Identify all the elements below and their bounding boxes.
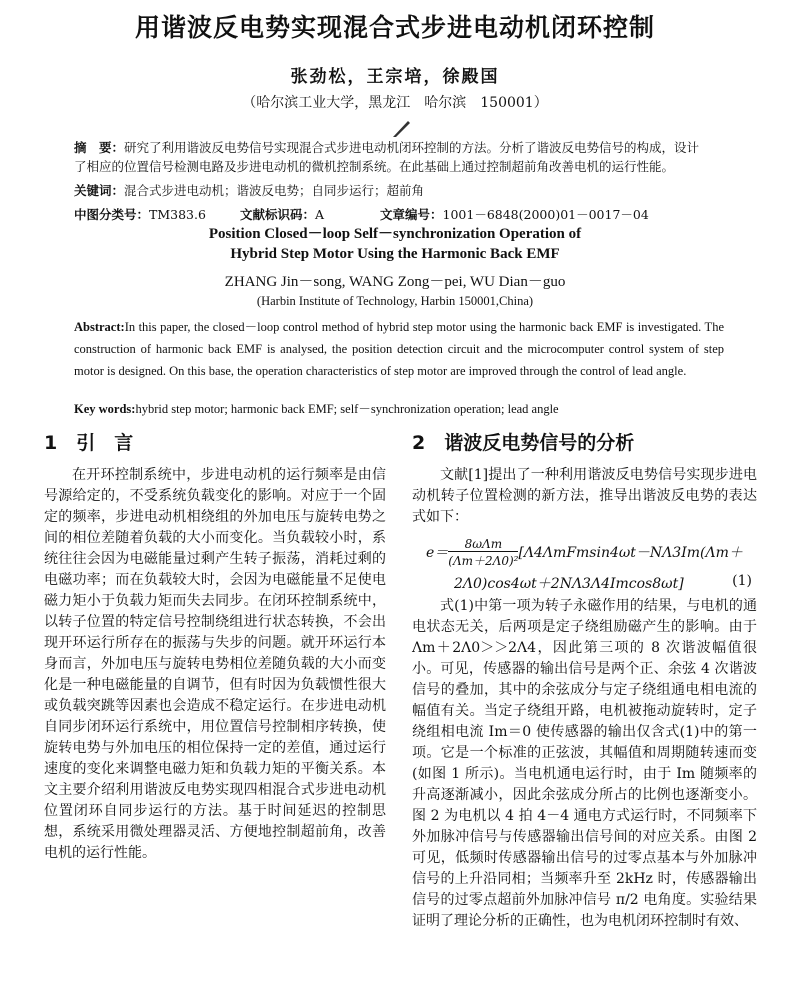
section-2-body (412, 596, 757, 932)
equation-numerator: 8ωΛm (448, 537, 518, 552)
clc-value: TM383.6 (149, 207, 206, 222)
doc-code-value: A (315, 207, 325, 222)
english-title-line2: Hybrid Step Motor Using the Harmonic Back EMF (230, 246, 560, 262)
equation-line2: 2Λ0)cos4ωt＋2NΛ3Λ4Imcos8ωt] (454, 576, 684, 592)
affiliation-en: (Harbin Institute of Technology, Harbin 150001,China) (256, 294, 534, 308)
abstract-cn-label: 摘 要： (74, 140, 125, 155)
authors-cn: 张劲松，王宗培，徐殿国 (290, 67, 500, 87)
section-2-paragraph: 式(1)中第一项为转子永磁作用的结果，与电机的通电状态无关，后两项是定子绕组励磁产生的影响。由于 Λm＋2Λ0＞＞2Λ4，因此第三项的 8 次谐波幅值很小。可见，传感器的输出信号是两个正、余弦 4 次谐波信号的叠加，其中的余弦成分与定子绕组通电相电流的幅值有关。当定子绕组开路，电机被拖动旋转时，定子绕组相电流 Im＝0 使传感器的输出仅含式(1)中的第一项。它是一个标准的正弦波，其幅值和周期随转速而变(如图 1 所示)。当电机通电运行时，由于 Im 随频率的升高逐渐减小，因此余弦成分所占的比例也逐渐变小。图 2 为电机以 4 拍 4－4 通电方式运行时，不同频率下外加脉冲信号与传感器输出信号间的对应关系。由图 2 可见，低频时传感器输出信号的过零点基本与外加脉冲信号的上升沿同相；当频率升至 2kHz 时，传感器输出信号的过零点超前外加脉冲信号 π/2 电角度。实验结果证明了理论分析的正确性，也为电机闭环控制时有效、 (412, 598, 757, 929)
abstract-cn (74, 138, 724, 176)
pen-mark-icon (390, 117, 412, 139)
equation-fraction (448, 537, 518, 569)
abstract-cn-line2: 了相应的位置信号检测电路及步进电动机的微机控制系统。在此基础上通过控制超前角改善电机的运行性能。 (74, 159, 675, 174)
section-1-body (44, 465, 386, 864)
authors-en: ZHANG Jin－song, WANG Zong－pei, WU Dian－guo (224, 274, 566, 290)
article-number-value: 1001－6848(2000)01－0017－04 (442, 207, 649, 222)
abstract-cn-line1: 研究了利用谐波反电势信号实现混合式步进电动机闭环控制的方法。分析了谐波反电势信号的构成，设计 (124, 140, 700, 155)
keywords-en-label: Key words: (74, 402, 136, 416)
english-title-line1: Position Closed－loop Self－synchronization Operation of (208, 226, 582, 242)
keywords-cn-label: 关键词： (74, 183, 125, 198)
section-1-heading: 1 引 言 (44, 432, 134, 454)
abstract-en (74, 316, 724, 382)
section-2-heading: 2 谐波反电势信号的分析 (412, 432, 635, 454)
equation-number: (1) (732, 573, 752, 589)
keywords-en (74, 399, 724, 417)
section-2-intro (412, 465, 757, 528)
affiliation-cn: （哈尔滨工业大学，黑龙江 哈尔滨 150001） (242, 95, 548, 111)
keywords-cn (74, 181, 724, 200)
section-1-paragraph: 在开环控制系统中，步进电动机的运行频率是由信号源给定的，不受系统负载变化的影响。对应于一个固定的频率，步进电动机相绕组的外加电压与旋转电势之间的相位差随着负载的大小而变化。当负载较小时，系统往往会因为电磁能量过剩产生转子振荡，消耗过剩的电磁功率；而在负载较大时，会因为电磁能量不足使电磁力矩小于负载力矩而失去同步。在闭环控制系统中，以转子位置的特定信号控制绕组进行状态转换，不会出现开环运行所存在的振荡与失步的问题。就开环运行本身而言，外加电压与旋转电势相位差随负载的大小而变化是一种电磁能量的自调节，但有时因为负载惯性很大或负载突跳等因素也会造成不稳定运行。在步进电动机自同步闭环运行系统中，用位置信号控制相序转换，使旋转电势与外加电压的相位保持一定的差值，通过运行速度的变化来调整电磁力矩和负载力矩的平衡关系。本文主要介绍利用谐波反电势实现四相混合式步进电动机位置闭环自同步运行的方法。基于时间延迟的控制思想，系统采用微处理器灵活、方便地控制超前角，改善电机的运行性能。 (44, 467, 386, 861)
equation-denominator: (Λm＋2Λ0)² (448, 554, 519, 568)
section-2-intro-text: 文献[1]提出了一种利用谐波反电势信号实现步进电动机转子位置检测的新方法，推导出谐波反电势的表达式如下： (412, 467, 757, 525)
article-number-label: 文章编号： (380, 207, 443, 222)
abstract-en-label: Abstract: (74, 320, 125, 334)
equation-line1-rest: [Λ4ΛmFmsin4ωt－NΛ3Im(Λm＋ (518, 545, 743, 561)
paper-title: 用谐波反电势实现混合式步进电动机闭环控制 (134, 13, 655, 42)
abstract-en-text: In this paper, the closed－loop control method of hybrid step motor using the harmonic back EMF is investigated. The construction of harmonic back EMF is analysed, the position detection circuit and the microcomputer control system of step motor is designed. On this base, the operation characteristics of step motor are improved through the control of lead angle. (74, 320, 724, 378)
equation-lhs: e＝ (426, 545, 449, 561)
clc-label: 中图分类号： (74, 207, 150, 222)
doc-code-label: 文献标识码： (240, 207, 316, 222)
keywords-cn-text: 混合式步进电动机；谐波反电势；自同步运行；超前角 (124, 183, 425, 198)
keywords-en-text: hybrid step motor; harmonic back EMF; self－synchronization operation; lead angle (135, 402, 559, 416)
